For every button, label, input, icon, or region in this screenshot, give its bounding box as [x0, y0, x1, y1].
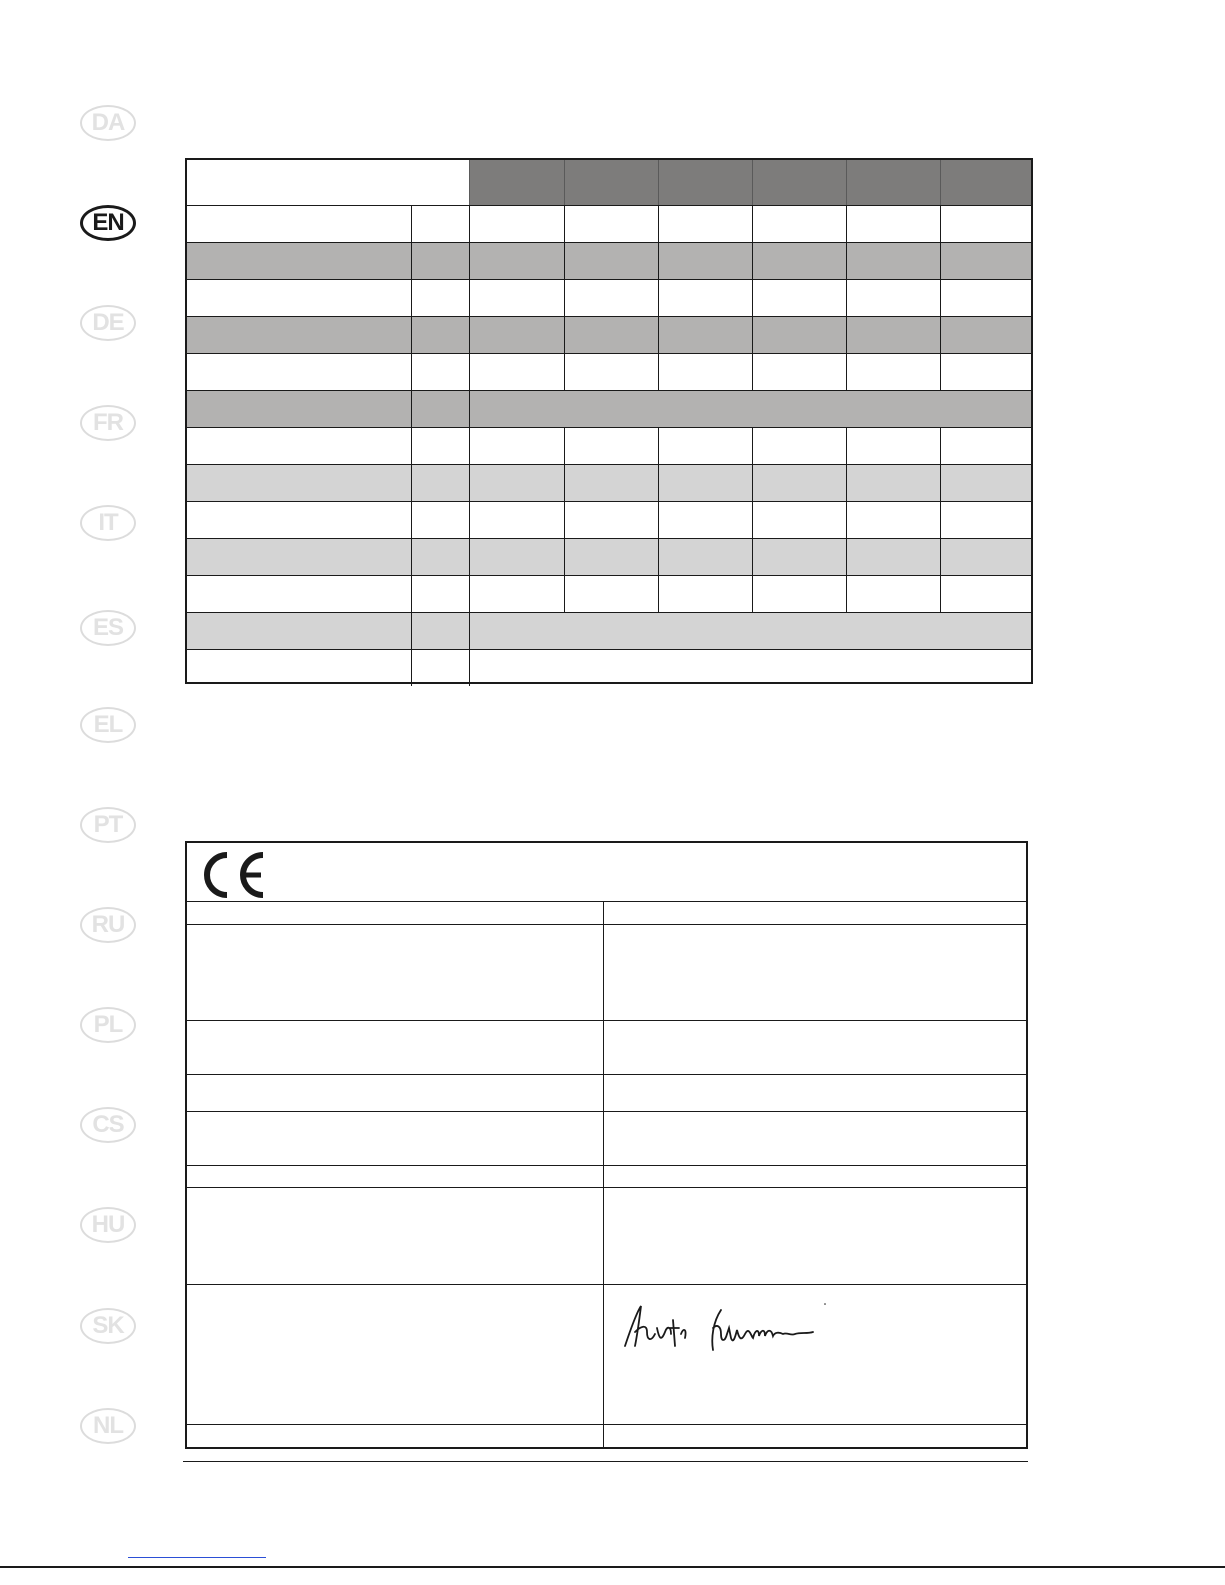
- column-divider: [658, 316, 659, 353]
- column-divider: [658, 501, 659, 538]
- spec-row: [187, 538, 1031, 575]
- language-tab-da[interactable]: DA: [80, 105, 136, 141]
- column-divider: [846, 427, 847, 464]
- row-divider: [187, 538, 1031, 539]
- declaration-row-divider: [187, 901, 1026, 902]
- column-divider: [658, 575, 659, 612]
- column-divider: [564, 501, 565, 538]
- model-header-6: [940, 160, 1031, 205]
- row-divider: [187, 501, 1031, 502]
- column-divider: [411, 649, 412, 686]
- row-divider: [187, 575, 1031, 576]
- column-divider: [411, 279, 412, 316]
- column-divider: [469, 353, 470, 390]
- column-divider: [940, 538, 941, 575]
- column-divider: [846, 205, 847, 242]
- column-divider: [411, 427, 412, 464]
- column-divider: [564, 464, 565, 501]
- row-divider: [187, 464, 1031, 465]
- column-divider: [846, 538, 847, 575]
- row-divider: [187, 390, 1031, 391]
- column-divider: [940, 242, 941, 279]
- column-divider: [411, 612, 412, 649]
- column-divider: [940, 316, 941, 353]
- language-tab-nl[interactable]: NL: [80, 1408, 136, 1444]
- column-divider: [469, 464, 470, 501]
- column-divider: [940, 205, 941, 242]
- column-divider: [658, 427, 659, 464]
- column-divider: [469, 390, 470, 427]
- row-divider: [187, 353, 1031, 354]
- declaration-row-divider: [187, 1020, 1026, 1021]
- ce-declaration-table: [185, 841, 1028, 1449]
- declaration-row-divider: [187, 1424, 1026, 1425]
- column-divider: [564, 353, 565, 390]
- column-divider: [752, 205, 753, 242]
- row-divider: [187, 279, 1031, 280]
- spec-row: [187, 575, 1031, 612]
- signature: [617, 1298, 837, 1358]
- column-divider: [411, 501, 412, 538]
- column-divider: [752, 464, 753, 501]
- row-divider: [187, 427, 1031, 428]
- column-divider: [846, 464, 847, 501]
- column-divider: [469, 205, 470, 242]
- column-divider: [411, 242, 412, 279]
- column-divider: [846, 501, 847, 538]
- column-divider: [564, 205, 565, 242]
- language-tab-sk[interactable]: SK: [80, 1308, 136, 1344]
- column-divider: [564, 575, 565, 612]
- column-divider: [411, 205, 412, 242]
- footer-rule: [183, 1461, 1028, 1462]
- column-divider: [411, 538, 412, 575]
- declaration-row-divider: [187, 1111, 1026, 1112]
- language-tab-pt[interactable]: PT: [80, 807, 136, 843]
- column-divider: [469, 649, 470, 686]
- model-header-1: [469, 160, 564, 205]
- column-divider: [469, 279, 470, 316]
- link-underline: [128, 1557, 266, 1558]
- column-divider: [752, 427, 753, 464]
- spec-row: [187, 242, 1031, 279]
- column-divider: [752, 538, 753, 575]
- column-divider: [846, 575, 847, 612]
- column-divider: [658, 279, 659, 316]
- column-divider: [752, 575, 753, 612]
- ce-mark-icon: [201, 851, 267, 899]
- model-header-4: [752, 160, 846, 205]
- column-divider: [658, 538, 659, 575]
- language-tab-pl[interactable]: PL: [80, 1007, 136, 1043]
- spec-row: [187, 390, 1031, 427]
- row-divider: [187, 205, 1031, 206]
- language-tab-es[interactable]: ES: [80, 610, 136, 646]
- language-tab-ru[interactable]: RU: [80, 907, 136, 943]
- column-divider: [940, 464, 941, 501]
- model-header-5: [846, 160, 940, 205]
- column-divider: [846, 279, 847, 316]
- column-divider: [564, 538, 565, 575]
- spec-row: [187, 649, 1031, 686]
- column-divider: [411, 353, 412, 390]
- column-divider: [940, 427, 941, 464]
- spec-table: [185, 158, 1033, 684]
- declaration-row-divider: [187, 1187, 1026, 1188]
- column-divider: [469, 538, 470, 575]
- model-header-3: [658, 160, 752, 205]
- language-tab-it[interactable]: IT: [80, 505, 136, 541]
- declaration-row-divider: [187, 1074, 1026, 1075]
- spec-row: [187, 205, 1031, 242]
- column-divider: [411, 316, 412, 353]
- row-divider: [187, 316, 1031, 317]
- column-divider: [411, 575, 412, 612]
- column-divider: [658, 353, 659, 390]
- language-tab-de[interactable]: DE: [80, 305, 136, 341]
- column-divider: [940, 279, 941, 316]
- declaration-row-divider: [187, 1165, 1026, 1166]
- column-divider: [752, 316, 753, 353]
- column-divider: [564, 316, 565, 353]
- column-divider: [658, 205, 659, 242]
- column-divider: [940, 353, 941, 390]
- column-divider: [658, 464, 659, 501]
- column-divider: [564, 242, 565, 279]
- column-divider: [940, 575, 941, 612]
- language-tab-fr[interactable]: FR: [80, 405, 136, 441]
- row-divider: [187, 649, 1031, 650]
- spec-row: [187, 279, 1031, 316]
- column-divider: [752, 353, 753, 390]
- spec-header-corner: [187, 160, 469, 205]
- declaration-row-divider: [187, 1284, 1026, 1285]
- spec-row: [187, 316, 1031, 353]
- column-divider: [658, 242, 659, 279]
- model-header-2: [564, 160, 658, 205]
- row-divider: [187, 242, 1031, 243]
- column-divider: [564, 279, 565, 316]
- column-divider: [469, 501, 470, 538]
- column-divider: [846, 353, 847, 390]
- column-divider: [469, 427, 470, 464]
- column-divider: [469, 242, 470, 279]
- column-divider: [564, 427, 565, 464]
- column-divider: [469, 316, 470, 353]
- column-divider: [846, 242, 847, 279]
- declaration-column-divider: [603, 901, 604, 1447]
- language-tab-hu[interactable]: HU: [80, 1207, 136, 1243]
- spec-row: [187, 612, 1031, 649]
- column-divider: [411, 390, 412, 427]
- spec-row: [187, 353, 1031, 390]
- column-divider: [846, 316, 847, 353]
- column-divider: [752, 242, 753, 279]
- column-divider: [752, 279, 753, 316]
- column-divider: [752, 501, 753, 538]
- spec-row: [187, 427, 1031, 464]
- column-divider: [940, 501, 941, 538]
- spec-row: [187, 501, 1031, 538]
- language-tab-el[interactable]: EL: [80, 707, 136, 743]
- column-divider: [411, 464, 412, 501]
- spec-row: [187, 464, 1031, 501]
- column-divider: [469, 575, 470, 612]
- bottom-rule: [0, 1566, 1225, 1568]
- language-tab-en[interactable]: EN: [80, 205, 136, 241]
- language-tab-cs[interactable]: CS: [80, 1107, 136, 1143]
- row-divider: [187, 612, 1031, 613]
- declaration-row-divider: [187, 924, 1026, 925]
- column-divider: [469, 612, 470, 649]
